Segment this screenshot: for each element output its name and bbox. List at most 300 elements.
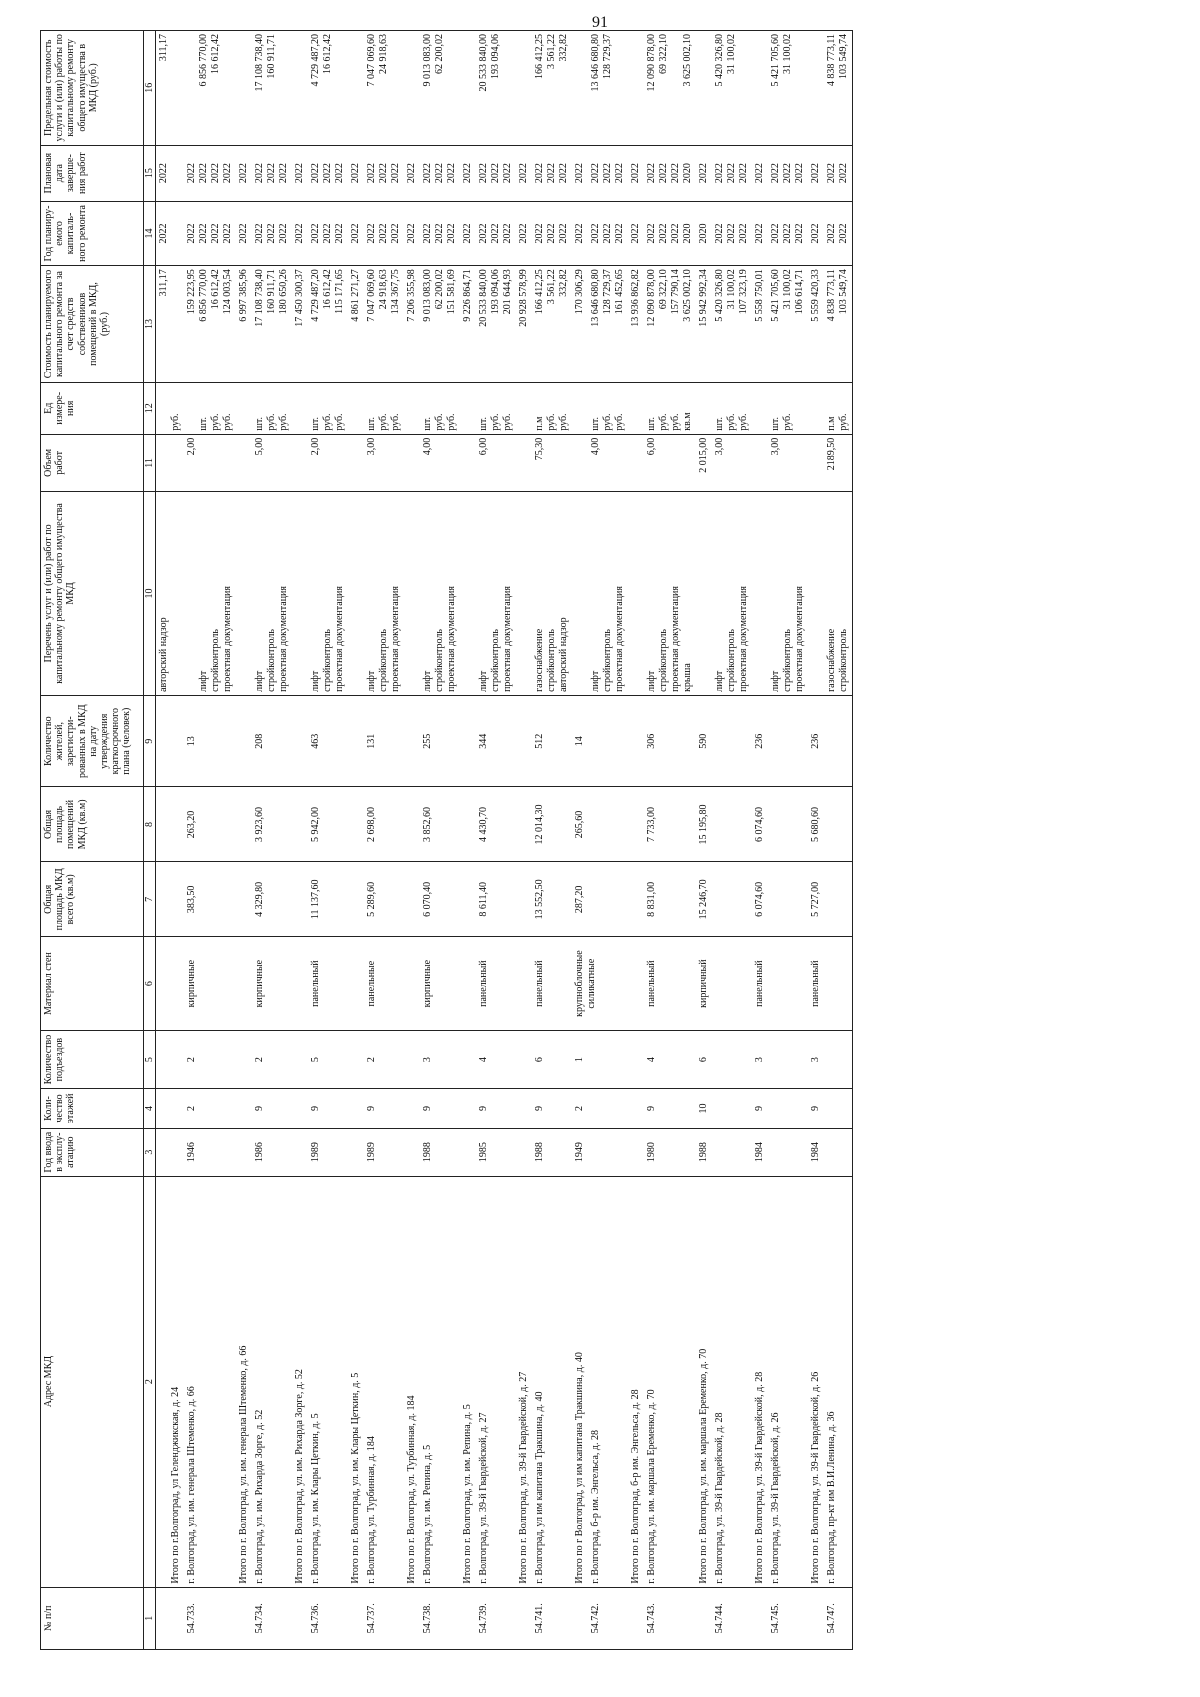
column-number: 4 — [144, 1089, 156, 1129]
row-number-value — [810, 1591, 822, 1646]
cost-line: 24 918,63 — [378, 269, 390, 310]
address-line: Итого по г. Волгоград, б-р им. Энгельса, д. 28 — [630, 1389, 642, 1584]
completion-year-line: 2020 — [682, 163, 694, 184]
floors-value — [518, 1092, 530, 1125]
plan-year-cell — [628, 201, 644, 266]
completion-year-cell — [292, 145, 308, 201]
works-line: проектная документация — [738, 585, 750, 692]
row-number-cell — [712, 1587, 752, 1649]
work-volume-cell — [572, 434, 588, 491]
premises-area-cell — [712, 787, 752, 862]
cost-line: 170 306,29 — [574, 269, 586, 315]
entrances-value — [826, 1034, 838, 1085]
works-cell — [292, 492, 308, 696]
limit-cost-line: 160 911,71 — [266, 34, 278, 79]
cost-line: 7 206 355,98 — [406, 269, 418, 322]
residents-value: 208 — [254, 733, 266, 749]
total-area-value — [158, 865, 170, 933]
cost-cell — [156, 266, 185, 383]
wall-material-cell — [476, 937, 516, 1031]
unit-cell — [588, 382, 628, 434]
total-area-value — [770, 865, 782, 933]
wall-material-cell — [348, 937, 364, 1031]
completion-year-line: 2022 — [658, 163, 670, 184]
address-cell — [348, 1176, 364, 1587]
works-cell — [460, 492, 476, 696]
wall-material-cell — [236, 937, 252, 1031]
plan-year-line: 2022 — [422, 223, 434, 244]
floors-value: 9 — [646, 1105, 658, 1111]
entrances-value: 1 — [574, 1057, 586, 1063]
address-cell — [824, 1176, 853, 1587]
residents-value: 131 — [366, 733, 378, 749]
address-line: г. Волгоград, б-р им. Энгельса, д. 28 — [590, 1429, 602, 1584]
year-built-value — [238, 1132, 250, 1173]
floors-cell — [476, 1089, 516, 1129]
year-built-cell — [588, 1128, 628, 1176]
works-cell — [420, 492, 460, 696]
row-number-value — [630, 1591, 642, 1646]
works-line: проектная документация — [390, 585, 402, 692]
cost-line: 69 322,10 — [658, 269, 670, 310]
limit-cost-line — [738, 34, 750, 142]
row-number-cell — [420, 1587, 460, 1649]
floors-cell — [364, 1089, 404, 1129]
works-line — [406, 495, 418, 692]
unit-line: руб. — [334, 413, 346, 431]
floors-value: 9 — [422, 1105, 434, 1111]
plan-year-cell — [696, 201, 712, 266]
entrances-cell — [292, 1030, 308, 1088]
residents-cell — [572, 695, 588, 787]
plan-year-cell — [572, 201, 588, 266]
entrances-cell — [824, 1030, 853, 1088]
entrances-cell — [308, 1030, 348, 1088]
wall-material-cell — [404, 937, 420, 1031]
plan-year-line: 2022 — [254, 223, 266, 244]
floors-cell — [184, 1089, 236, 1129]
completion-year-cell — [308, 145, 348, 201]
year-built-value: 1988 — [422, 1142, 434, 1163]
completion-year-line: 2022 — [334, 163, 346, 184]
address-cell — [808, 1176, 824, 1587]
entrances-cell — [712, 1030, 752, 1088]
plan-year-line: 2022 — [726, 223, 738, 244]
work-volume-cell — [644, 434, 696, 491]
completion-year-line: 2022 — [210, 163, 222, 184]
work-volume-cell — [712, 434, 752, 491]
works-line: газоснабжение — [826, 628, 838, 692]
unit-line: руб. — [658, 413, 670, 431]
plan-year-line: 2022 — [238, 223, 250, 244]
year-built-cell — [252, 1128, 292, 1176]
row-number-value — [238, 1591, 250, 1646]
entrances-cell — [460, 1030, 476, 1088]
floors-value — [294, 1092, 306, 1125]
entrances-cell — [696, 1030, 712, 1088]
works-line: лифт — [198, 670, 210, 692]
year-built-value — [350, 1132, 362, 1173]
limit-cost-cell — [236, 31, 252, 146]
completion-year-cell — [364, 145, 404, 201]
plan-year-line: 2022 — [210, 223, 222, 244]
work-volume-cell — [420, 434, 460, 491]
row-number-value — [754, 1591, 766, 1646]
limit-cost-cell — [420, 31, 460, 146]
limit-cost-line — [278, 34, 290, 142]
residents-value — [462, 699, 474, 784]
year-built-cell — [404, 1128, 420, 1176]
residents-cell — [752, 695, 768, 787]
entrances-value — [590, 1034, 602, 1085]
work-volume-cell — [236, 434, 252, 491]
table-row — [572, 31, 588, 1650]
limit-cost-line: 4 729 487,20 — [310, 34, 322, 87]
premises-area-value — [238, 790, 250, 858]
cost-cell — [308, 266, 348, 383]
cost-line: 16 612,42 — [322, 269, 334, 310]
premises-area-cell — [476, 787, 516, 862]
works-cell — [532, 492, 572, 696]
limit-cost-cell — [292, 31, 308, 146]
total-area-cell — [808, 862, 824, 937]
table-row — [752, 31, 768, 1650]
limit-cost-line: 62 200,02 — [434, 34, 446, 74]
completion-year-line: 2022 — [366, 163, 378, 184]
floors-cell — [252, 1089, 292, 1129]
row-number-cell — [236, 1587, 252, 1649]
plan-year-line: 2022 — [558, 223, 570, 244]
cost-line: 159 223,95 — [186, 269, 198, 315]
completion-year-cell — [404, 145, 420, 201]
entrances-cell — [404, 1030, 420, 1088]
row-number-cell — [364, 1587, 404, 1649]
premises-area-value: 7 733,00 — [646, 806, 658, 842]
row-number-value: 54.741. — [534, 1603, 546, 1634]
completion-year-line: 2022 — [726, 163, 738, 184]
unit-line — [698, 386, 710, 431]
limit-cost-line: 20 533 840,00 — [478, 34, 490, 92]
works-cell — [252, 492, 292, 696]
plan-year-cell — [532, 201, 572, 266]
limit-cost-line: 3 625 002,10 — [682, 34, 694, 87]
unit-cell — [292, 382, 308, 434]
cost-cell — [460, 266, 476, 383]
unit-line: шт. — [366, 416, 378, 431]
total-area-value: 5 727,00 — [810, 881, 822, 917]
works-cell — [768, 492, 808, 696]
unit-cell — [404, 382, 420, 434]
premises-area-value — [590, 790, 602, 858]
floors-value: 9 — [310, 1105, 322, 1111]
limit-cost-line: 24 918,63 — [378, 34, 390, 74]
limit-cost-cell — [696, 31, 712, 146]
unit-cell — [476, 382, 516, 434]
limit-cost-cell — [712, 31, 752, 146]
unit-line: шт. — [714, 416, 726, 431]
row-number-cell — [532, 1587, 572, 1649]
works-line: лифт — [310, 670, 322, 692]
work-volume-cell — [252, 434, 292, 491]
unit-line — [238, 386, 250, 431]
table-row — [516, 31, 532, 1650]
unit-line: шт. — [198, 416, 210, 431]
premises-area-value — [630, 790, 642, 858]
unit-cell — [156, 382, 185, 434]
limit-cost-cell — [364, 31, 404, 146]
limit-cost-cell — [252, 31, 292, 146]
completion-year-line: 2022 — [390, 163, 402, 184]
address-cell — [184, 1176, 236, 1587]
total-area-cell — [532, 862, 572, 937]
year-built-cell — [752, 1128, 768, 1176]
residents-value — [294, 699, 306, 784]
floors-cell — [572, 1089, 588, 1129]
unit-line: шт. — [478, 416, 490, 431]
unit-line — [406, 386, 418, 431]
plan-year-line: 2020 — [698, 223, 710, 244]
table-row — [532, 31, 572, 1650]
residents-value: 236 — [810, 733, 822, 749]
unit-line: руб. — [546, 413, 558, 431]
residents-value — [406, 699, 418, 784]
row-number-cell — [808, 1587, 824, 1649]
work-volume-cell — [824, 434, 853, 491]
premises-area-value — [350, 790, 362, 858]
floors-cell — [516, 1089, 532, 1129]
premises-area-value: 5 680,60 — [810, 806, 822, 842]
total-area-value — [294, 865, 306, 933]
cost-cell — [516, 266, 532, 383]
works-line — [810, 495, 822, 692]
entrances-value: 6 — [698, 1057, 710, 1063]
work-volume-cell — [308, 434, 348, 491]
works-line: стройконтроль — [266, 629, 278, 692]
total-area-value: 287,20 — [574, 885, 586, 914]
cost-line: 31 100,02 — [782, 269, 794, 310]
unit-line — [462, 386, 474, 431]
wall-material-value: кирпичные — [186, 959, 198, 1008]
unit-line: руб. — [726, 413, 738, 431]
table-row — [348, 31, 364, 1650]
cost-line: 15 942 992,34 — [698, 269, 710, 327]
works-line — [698, 495, 710, 692]
unit-cell — [420, 382, 460, 434]
premises-area-cell — [252, 787, 292, 862]
row-number-cell — [476, 1587, 516, 1649]
wall-material-value: кирпичные — [254, 959, 266, 1008]
completion-year-line: 2022 — [534, 163, 546, 184]
entrances-value — [350, 1034, 362, 1085]
wall-material-value — [294, 940, 306, 1027]
plan-year-line: 2022 — [462, 223, 474, 244]
plan-year-line: 2022 — [546, 223, 558, 244]
unit-line: руб. — [378, 413, 390, 431]
limit-cost-cell — [768, 31, 808, 146]
cost-line: 12 090 878,00 — [646, 269, 658, 327]
address-line: Итого по г. Волгоград, ул. им. генерала Штеменко, д. 66 — [238, 1345, 250, 1584]
completion-year-line: 2022 — [422, 163, 434, 184]
limit-cost-line: 7 047 069,60 — [366, 34, 378, 87]
table-row — [476, 31, 516, 1650]
works-line: лифт — [254, 670, 266, 692]
entrances-cell — [420, 1030, 460, 1088]
limit-cost-line — [630, 34, 642, 142]
column-number: 2 — [144, 1176, 156, 1587]
plan-year-line: 2022 — [406, 223, 418, 244]
plan-year-line: 2022 — [658, 223, 670, 244]
unit-line: кв.м — [682, 412, 694, 431]
plan-year-line: 2022 — [186, 223, 198, 244]
cost-line: 9 013 083,00 — [422, 269, 434, 322]
cost-line: 17 108 738,40 — [254, 269, 266, 327]
column-header: Количество подъездов — [41, 1030, 144, 1088]
works-line: лифт — [422, 670, 434, 692]
cost-cell — [752, 266, 768, 383]
row-number-cell — [696, 1587, 712, 1649]
wall-material-value: крупноблочные силикатные — [574, 950, 598, 1017]
cost-cell — [404, 266, 420, 383]
premises-area-value — [770, 790, 782, 858]
address-line: г. Волгоград, ул. им. Клары Цеткин, д. 5 — [310, 1413, 322, 1584]
work-volume-value: 4,00 — [422, 437, 434, 456]
total-area-value: 13 552,50 — [534, 879, 546, 920]
limit-cost-line: 4 838 773,11 — [826, 34, 838, 87]
table-row — [644, 31, 696, 1650]
cost-line: 151 581,69 — [446, 269, 458, 315]
entrances-value — [630, 1034, 642, 1085]
residents-cell — [404, 695, 420, 787]
limit-cost-line: 16 612,42 — [210, 34, 222, 74]
row-number-cell — [404, 1587, 420, 1649]
cost-line: 201 644,93 — [502, 269, 514, 315]
plan-year-line: 2022 — [826, 223, 838, 244]
wall-material-cell — [184, 937, 236, 1031]
unit-line: руб. — [222, 413, 234, 431]
floors-value — [630, 1092, 642, 1125]
works-line: лифт — [646, 670, 658, 692]
total-area-cell — [348, 862, 364, 937]
total-area-value — [350, 865, 362, 933]
cost-cell — [696, 266, 712, 383]
cost-line: 103 549,74 — [838, 269, 850, 315]
column-number: 6 — [144, 937, 156, 1031]
address-cell — [364, 1176, 404, 1587]
column-header: Год ввода в эксплу-атацию — [41, 1128, 144, 1176]
cost-line: 31 100,02 — [726, 269, 738, 310]
row-number-value — [518, 1591, 530, 1646]
year-built-cell — [516, 1128, 532, 1176]
entrances-cell — [808, 1030, 824, 1088]
total-area-cell — [460, 862, 476, 937]
address-cell — [460, 1176, 476, 1587]
work-volume-value: 2,00 — [186, 437, 198, 456]
entrances-value — [462, 1034, 474, 1085]
premises-area-cell — [628, 787, 644, 862]
completion-year-line: 2022 — [794, 163, 806, 184]
cost-cell — [712, 266, 752, 383]
plan-year-line: 2022 — [574, 223, 586, 244]
limit-cost-line: 16 612,42 — [322, 34, 334, 74]
cost-line: 17 450 300,37 — [294, 269, 306, 327]
works-line: стройконтроль — [602, 629, 614, 692]
limit-cost-cell — [628, 31, 644, 146]
address-line: Итого по г. Волгоград, ул. им. Рихарда Зорге, д. 52 — [294, 1369, 306, 1584]
residents-value: 13 — [186, 736, 198, 747]
completion-year-line: 2022 — [602, 163, 614, 184]
premises-area-value — [714, 790, 726, 858]
floors-cell — [824, 1089, 853, 1129]
work-volume-cell — [532, 434, 572, 491]
row-number-cell — [460, 1587, 476, 1649]
work-volume-cell — [184, 434, 236, 491]
cost-cell — [768, 266, 808, 383]
wall-material-cell — [420, 937, 460, 1031]
row-number-value — [574, 1591, 586, 1646]
works-line: авторский надзор — [158, 617, 170, 692]
row-number-cell — [292, 1587, 308, 1649]
works-line: проектная документация — [670, 585, 682, 692]
premises-area-value: 265,60 — [574, 810, 586, 839]
address-line: г. Волгоград, пр-кт им В.И.Ленина, д. 36 — [826, 1411, 838, 1584]
total-area-cell — [476, 862, 516, 937]
completion-year-line: 2022 — [590, 163, 602, 184]
floors-value — [462, 1092, 474, 1125]
table-row — [588, 31, 628, 1650]
unit-cell — [184, 382, 236, 434]
floors-value — [158, 1092, 170, 1125]
floors-value — [714, 1092, 726, 1125]
year-built-cell — [808, 1128, 824, 1176]
residents-value — [630, 699, 642, 784]
floors-value — [406, 1092, 418, 1125]
entrances-value: 3 — [422, 1057, 434, 1063]
unit-line — [350, 386, 362, 431]
residents-value — [518, 699, 530, 784]
address-line: г. Волгоград, ул им капитана Тракшина, д. 40 — [534, 1391, 546, 1584]
cost-line: 4 861 271,27 — [350, 269, 362, 322]
plan-year-line: 2022 — [518, 223, 530, 244]
work-volume-value: 6,00 — [646, 437, 658, 456]
row-number-cell — [308, 1587, 348, 1649]
address-line: Итого по г. Волгоград, ул. 39-й Гвардейской, д. 28 — [754, 1371, 766, 1584]
cost-cell — [644, 266, 696, 383]
work-volume-cell — [588, 434, 628, 491]
limit-cost-line — [350, 34, 362, 142]
limit-cost-line — [222, 34, 234, 142]
plan-year-cell — [712, 201, 752, 266]
total-area-cell — [364, 862, 404, 937]
address-cell — [644, 1176, 696, 1587]
unit-line — [574, 386, 586, 431]
address-cell — [420, 1176, 460, 1587]
floors-cell — [768, 1089, 808, 1129]
column-header: Ед измере-ния — [41, 382, 144, 434]
completion-year-line: 2022 — [378, 163, 390, 184]
unit-line: руб. — [502, 413, 514, 431]
residents-cell — [348, 695, 364, 787]
column-header: Стоимость планируемого капитального ремонта за счет средств собственников помещений в МКД, (руб.) — [41, 266, 144, 383]
plan-year-line: 2022 — [198, 223, 210, 244]
table-row — [308, 31, 348, 1650]
completion-year-line: 2022 — [714, 163, 726, 184]
total-area-value: 5 289,60 — [366, 881, 378, 917]
cost-line: 7 047 069,60 — [366, 269, 378, 322]
row-number-value — [350, 1591, 362, 1646]
limit-cost-line: 311,17 — [158, 34, 170, 62]
plan-year-line: 2022 — [278, 223, 290, 244]
address-cell — [588, 1176, 628, 1587]
